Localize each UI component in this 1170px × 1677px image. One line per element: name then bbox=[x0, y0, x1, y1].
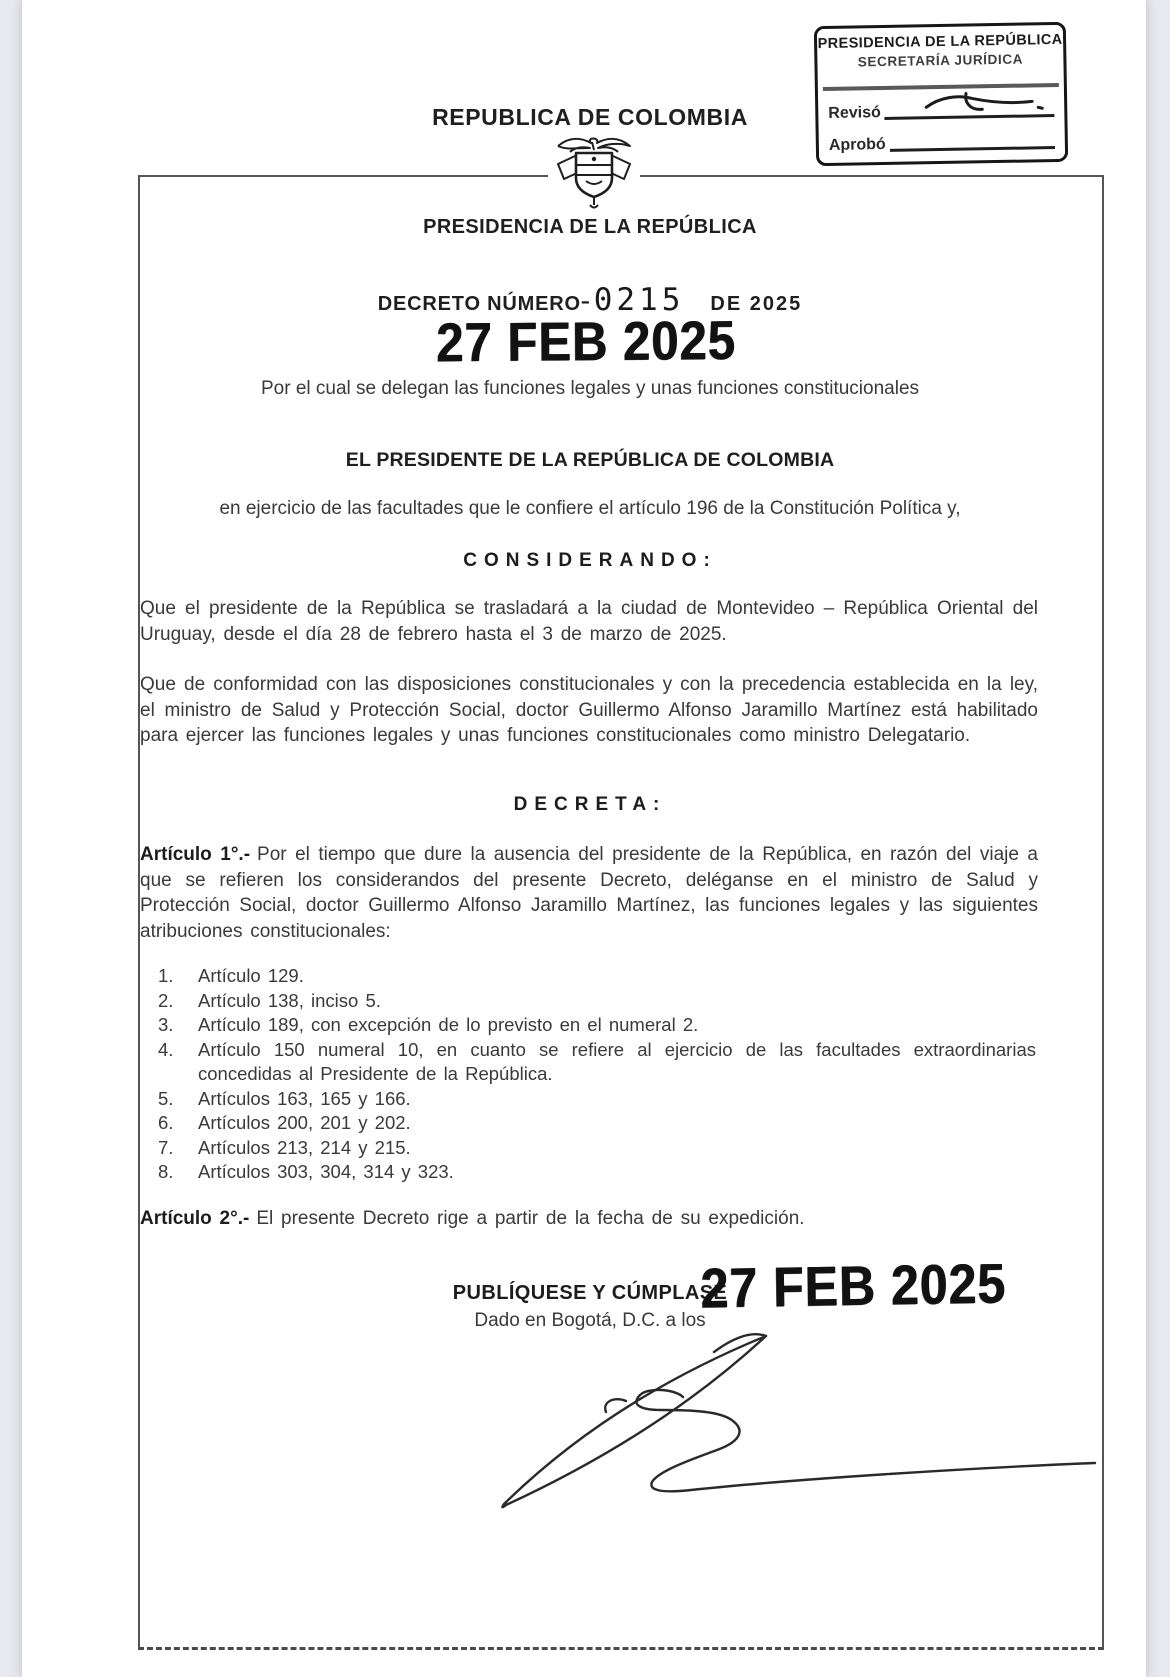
decree-subject: Por el cual se delegan las funciones legales y unas funciones constitucionales bbox=[260, 378, 920, 399]
colombia-coat-of-arms-icon bbox=[548, 132, 640, 216]
list-item: 4. Artículo 150 numeral 10, en cuanto se refiere al ejercicio de las facultades extraordinarias concedidas al Presidente de la República. bbox=[158, 1038, 1036, 1084]
list-item: 8. Artículos 303, 304, 314 y 323. bbox=[158, 1161, 454, 1182]
publish-order-line: PUBLÍQUESE Y CÚMPLASE bbox=[452, 1282, 728, 1304]
signature bbox=[430, 1252, 1130, 1542]
list-item: 5. Artículos 163, 165 y 166. bbox=[158, 1087, 411, 1109]
office-title: PRESIDENCIA DE LA REPÚBLICA bbox=[423, 216, 757, 238]
article-1-lead: Artículo 1°.- bbox=[140, 844, 251, 865]
reviso-label: Revisó bbox=[828, 104, 881, 122]
list-item: 1. Artículo 129. bbox=[158, 965, 304, 986]
decree-label: DECRETO NÚMERO bbox=[377, 293, 581, 315]
article-1-paragraph bbox=[140, 842, 1038, 944]
country-title: REPUBLICA DE COLOMBIA bbox=[432, 104, 748, 130]
date-stamp-bottom: 27 FEB 2025 bbox=[700, 1252, 1007, 1320]
list-item: 2. Artículo 138, inciso 5. bbox=[158, 989, 381, 1011]
decreta-heading: DECRETA: bbox=[513, 794, 667, 815]
powers-line: en ejercicio de las facultades que le confiere el artículo 196 de la Constitución Política y, bbox=[219, 498, 961, 519]
considering-paragraph-1: Que el presidente de la República se trasladará a la ciudad de Montevideo – República Oriental del Uruguay, desde el día 28 de febrero hasta el 3 de marzo de 2025. bbox=[140, 598, 1038, 645]
aprobo-signature-line bbox=[890, 146, 1055, 152]
article-2-text: El presente Decreto rige a partir de la fecha de su expedición. bbox=[256, 1208, 805, 1229]
article-2-paragraph bbox=[140, 1206, 1038, 1232]
decree-number-dash: - bbox=[576, 284, 594, 317]
decree-number-stamped: 0215 bbox=[593, 282, 685, 318]
list-item: 7. Artículos 213, 214 y 215. bbox=[158, 1136, 411, 1158]
stamp-subtitle: SECRETARÍA JURÍDICA bbox=[857, 51, 1024, 70]
article-1-text: Por el tiempo que dure la ausencia del presidente de la República, en razón del viaje a que se refieren los considerandos del presente Decreto, deléganse en el ministro de Salud y Protección Social, doctor Guillermo Alfonso Jaramillo Martínez, las funciones legales y las siguientes atribuciones constitucionales: bbox=[140, 844, 1038, 942]
considering-paragraph-2: Que de conformidad con las disposiciones constitucionales y con la precedencia establecida en la ley, el ministro de Salud y Protección Social, doctor Guillermo Alfonso Jaramillo Martínez está habilitado para ejercer las funciones legales y unas funciones constitucionales como ministro Delegatario. bbox=[140, 674, 1038, 746]
list-item: 6. Artículos 200, 201 y 202. bbox=[158, 1112, 411, 1133]
decree-year: DE 2025 bbox=[710, 293, 803, 315]
date-stamp-top: 27 FEB 2025 bbox=[436, 310, 737, 374]
secretaria-juridica-stamp bbox=[814, 22, 1068, 166]
list-item: 3. Artículo 189, con excepción de lo previsto en el numeral 2. bbox=[158, 1014, 699, 1035]
article-2-lead: Artículo 2°.- bbox=[140, 1208, 250, 1229]
delegated-articles-list bbox=[158, 964, 1036, 1185]
given-at-line: Dado en Bogotá, D.C. a los bbox=[474, 1310, 706, 1331]
authority-line: EL PRESIDENTE DE LA REPÚBLICA DE COLOMBIA bbox=[345, 449, 835, 471]
stamp-title: PRESIDENCIA DE LA REPÚBLICA bbox=[817, 31, 1063, 53]
considerando-heading: CONSIDERANDO: bbox=[463, 550, 717, 571]
aprobo-label: Aprobó bbox=[828, 135, 886, 154]
